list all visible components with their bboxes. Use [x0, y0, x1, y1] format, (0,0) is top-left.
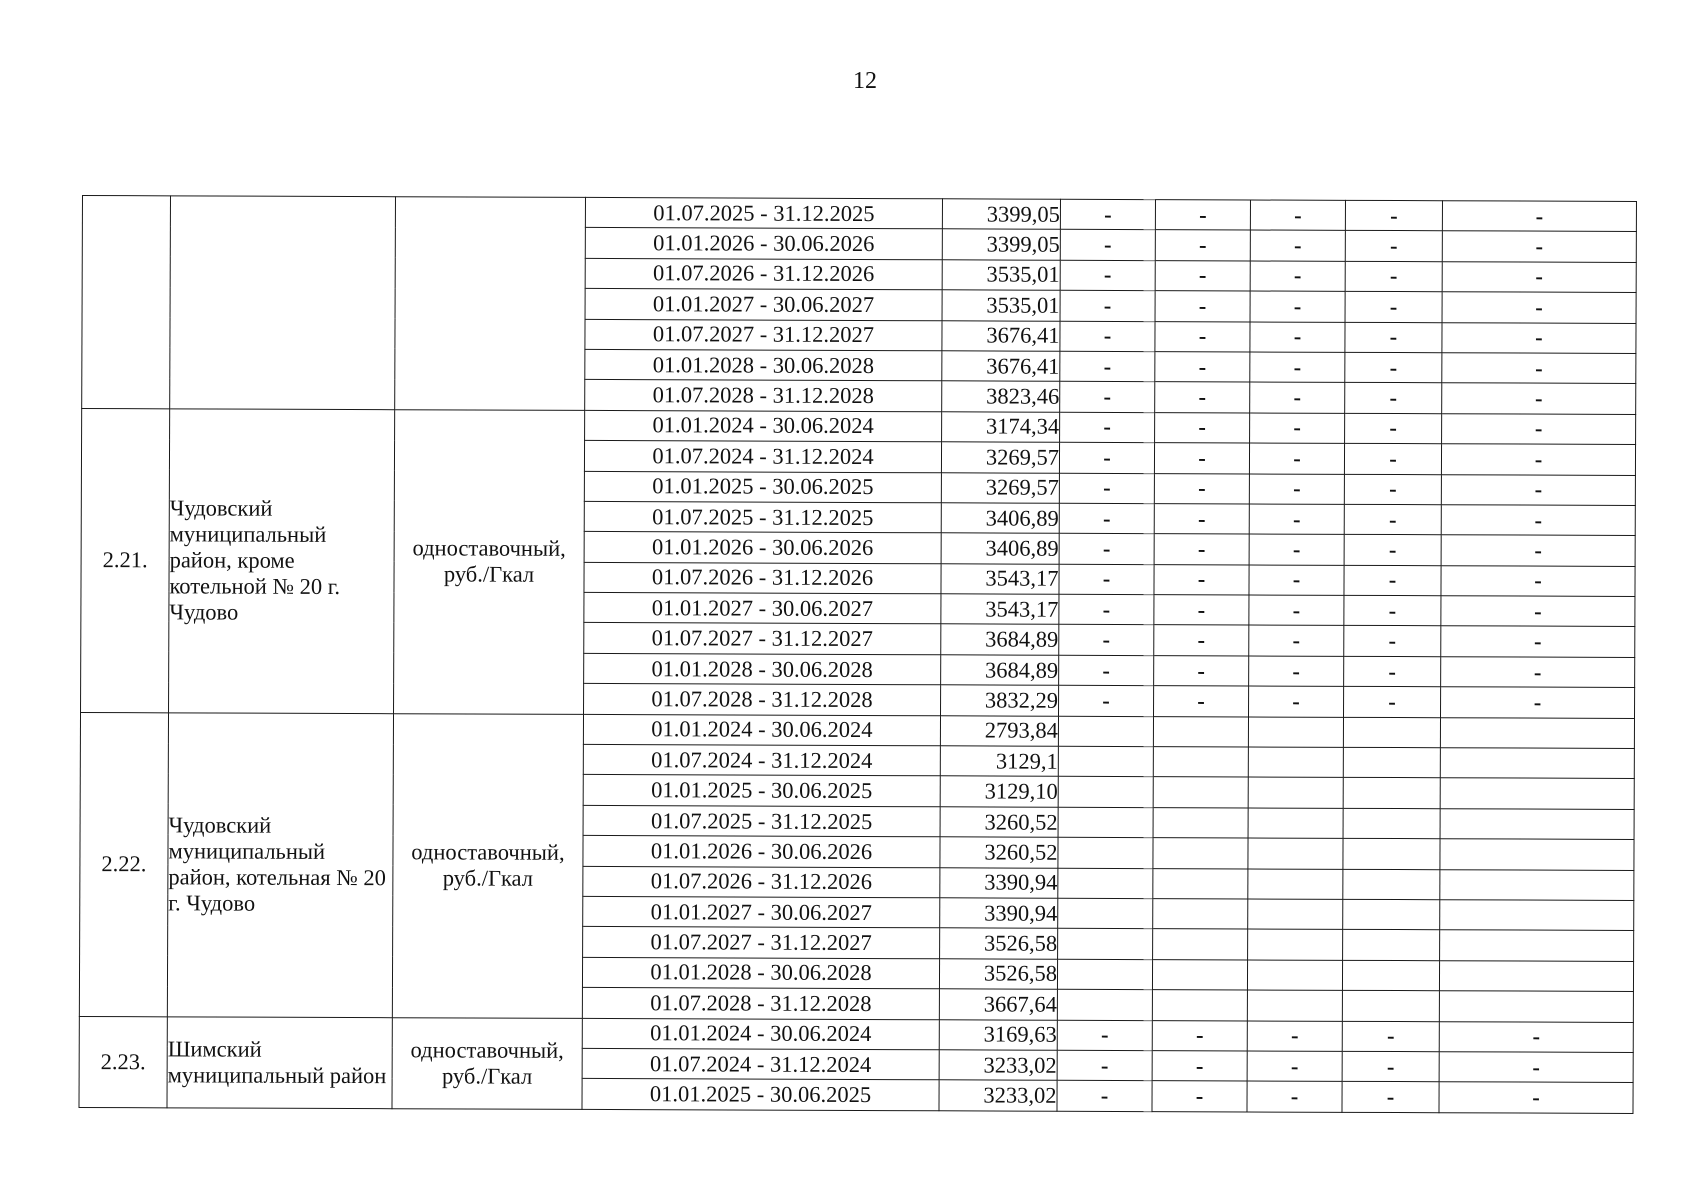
empty-value-cell: - — [1155, 291, 1250, 322]
table-row — [82, 196, 1636, 232]
district-name-cell: Шимский муниципальный район — [167, 1016, 392, 1108]
empty-value-cell: - — [1247, 1021, 1342, 1052]
empty-value-cell: - — [1155, 321, 1250, 352]
empty-value-cell — [1153, 899, 1248, 930]
empty-value-cell: - — [1250, 200, 1345, 231]
empty-value-cell — [1440, 717, 1634, 748]
empty-value-cell: - — [1441, 505, 1635, 536]
empty-value-cell — [1440, 869, 1634, 900]
empty-value-cell: - — [1442, 201, 1636, 232]
empty-value-cell: - — [1345, 200, 1442, 231]
empty-value-cell: - — [1057, 1081, 1152, 1112]
empty-value-cell: - — [1059, 503, 1154, 534]
empty-value-cell: - — [1442, 292, 1636, 323]
empty-value-cell: - — [1155, 260, 1250, 291]
empty-value-cell: - — [1342, 1082, 1439, 1113]
empty-value-cell: - — [1057, 1020, 1152, 1051]
empty-value-cell: - — [1154, 686, 1249, 717]
empty-value-cell: - — [1154, 504, 1249, 535]
period-cell: 01.01.2026 - 30.06.2026 — [585, 228, 942, 260]
tariff-type-cell: одноставочный, руб./Гкал — [392, 713, 583, 1018]
period-cell: 01.07.2026 - 31.12.2026 — [583, 866, 940, 898]
tariff-value-cell: 3526,58 — [940, 928, 1058, 959]
period-cell: 01.01.2028 - 30.06.2028 — [582, 957, 939, 989]
empty-value-cell: - — [1152, 1081, 1247, 1112]
empty-value-cell: - — [1441, 596, 1635, 627]
empty-value-cell — [1343, 747, 1440, 778]
empty-value-cell — [1058, 837, 1153, 868]
table-row — [79, 1016, 1633, 1052]
empty-value-cell: - — [1060, 290, 1155, 321]
tariff-value-cell: 3543,17 — [941, 594, 1059, 625]
tariff-value-cell: 3129,10 — [940, 776, 1058, 807]
empty-value-cell: - — [1250, 413, 1345, 444]
tariff-value-cell: 3129,1 — [940, 746, 1058, 777]
empty-value-cell: - — [1155, 230, 1250, 261]
empty-value-cell — [1342, 991, 1439, 1022]
empty-value-cell: - — [1442, 383, 1636, 414]
period-cell: 01.01.2026 - 30.06.2026 — [583, 836, 940, 868]
empty-value-cell: - — [1250, 230, 1345, 261]
empty-value-cell — [1247, 960, 1342, 991]
empty-value-cell: - — [1249, 443, 1344, 474]
period-cell: 01.01.2028 - 30.06.2028 — [584, 653, 941, 685]
empty-value-cell — [1248, 838, 1343, 869]
empty-value-cell — [1343, 930, 1440, 961]
empty-value-cell: - — [1249, 474, 1344, 505]
empty-value-cell — [1343, 808, 1440, 839]
empty-value-cell: - — [1060, 321, 1155, 352]
empty-value-cell: - — [1059, 564, 1154, 595]
tariff-table — [78, 195, 1636, 1114]
empty-value-cell: - — [1344, 687, 1441, 718]
empty-value-cell: - — [1250, 322, 1345, 353]
empty-value-cell: - — [1250, 352, 1345, 383]
item-number-cell — [82, 196, 171, 409]
period-cell: 01.01.2027 - 30.06.2027 — [585, 289, 942, 321]
empty-value-cell: - — [1059, 625, 1154, 656]
empty-value-cell: - — [1060, 382, 1155, 413]
empty-value-cell — [1153, 777, 1248, 808]
empty-value-cell: - — [1439, 1082, 1633, 1113]
page-number: 12 — [853, 68, 877, 94]
period-cell: 01.01.2024 - 30.06.2024 — [585, 410, 942, 442]
empty-value-cell: - — [1345, 352, 1442, 383]
empty-value-cell — [1440, 748, 1634, 779]
tariff-value-cell: 3269,57 — [941, 472, 1059, 503]
empty-value-cell — [1248, 717, 1343, 748]
tariff-type-cell: одноставочный, руб./Гкал — [392, 1017, 582, 1109]
empty-value-cell: - — [1059, 686, 1154, 717]
tariff-value-cell: 3169,63 — [939, 1019, 1057, 1050]
empty-value-cell: - — [1442, 231, 1636, 262]
empty-value-cell — [1248, 899, 1343, 930]
empty-value-cell: - — [1441, 444, 1635, 475]
tariff-value-cell: 3260,52 — [940, 837, 1058, 868]
empty-value-cell: - — [1441, 657, 1635, 688]
empty-value-cell: - — [1344, 443, 1441, 474]
empty-value-cell: - — [1060, 412, 1155, 443]
period-cell: 01.07.2028 - 31.12.2028 — [585, 380, 942, 412]
empty-value-cell: - — [1442, 262, 1636, 293]
empty-value-cell: - — [1345, 292, 1442, 323]
tariff-value-cell: 3399,05 — [942, 229, 1060, 260]
empty-value-cell — [1248, 808, 1343, 839]
period-cell: 01.07.2026 - 31.12.2026 — [584, 562, 941, 594]
empty-value-cell: - — [1345, 231, 1442, 262]
empty-value-cell: - — [1442, 353, 1636, 384]
district-name-cell: Чудовский муниципальный район, котельная № 20 г. Чудово — [167, 712, 393, 1017]
empty-value-cell: - — [1060, 260, 1155, 291]
empty-value-cell: - — [1154, 443, 1249, 474]
empty-value-cell: - — [1249, 595, 1344, 626]
empty-value-cell — [1248, 869, 1343, 900]
empty-value-cell — [1439, 991, 1633, 1022]
empty-value-cell: - — [1344, 474, 1441, 505]
empty-value-cell: - — [1344, 595, 1441, 626]
empty-value-cell: - — [1441, 687, 1635, 718]
empty-value-cell: - — [1152, 1020, 1247, 1051]
empty-value-cell: - — [1249, 565, 1344, 596]
empty-value-cell: - — [1154, 473, 1249, 504]
empty-value-cell: - — [1155, 382, 1250, 413]
empty-value-cell: - — [1344, 656, 1441, 687]
empty-value-cell: - — [1441, 626, 1635, 657]
empty-value-cell — [1058, 898, 1153, 929]
empty-value-cell: - — [1060, 199, 1155, 230]
period-cell: 01.01.2028 - 30.06.2028 — [585, 349, 942, 381]
period-cell: 01.07.2024 - 31.12.2024 — [584, 441, 941, 473]
period-cell: 01.07.2027 - 31.12.2027 — [583, 927, 940, 959]
empty-value-cell: - — [1247, 1081, 1342, 1112]
tariff-value-cell: 3832,29 — [941, 685, 1059, 716]
tariff-value-cell: 3233,02 — [939, 1080, 1057, 1111]
period-cell: 01.01.2026 - 30.06.2026 — [584, 532, 941, 564]
tariff-value-cell: 3390,94 — [940, 898, 1058, 929]
empty-value-cell: - — [1059, 655, 1154, 686]
empty-value-cell: - — [1155, 200, 1250, 231]
period-cell: 01.07.2025 - 31.12.2025 — [585, 197, 942, 229]
tariff-value-cell: 3535,01 — [942, 290, 1060, 321]
empty-value-cell — [1440, 809, 1634, 840]
empty-value-cell — [1153, 716, 1248, 747]
period-cell: 01.01.2025 - 30.06.2025 — [583, 775, 940, 807]
empty-value-cell: - — [1344, 535, 1441, 566]
empty-value-cell: - — [1344, 565, 1441, 596]
empty-value-cell: - — [1345, 383, 1442, 414]
tariff-value-cell: 3667,64 — [939, 989, 1057, 1020]
table-row — [82, 408, 1636, 444]
empty-value-cell — [1343, 839, 1440, 870]
empty-value-cell — [1343, 899, 1440, 930]
empty-value-cell: - — [1059, 473, 1154, 504]
empty-value-cell — [1343, 778, 1440, 809]
empty-value-cell: - — [1154, 564, 1249, 595]
tariff-table-body — [79, 196, 1636, 1114]
empty-value-cell: - — [1439, 1052, 1633, 1083]
period-cell: 01.01.2024 - 30.06.2024 — [582, 1018, 939, 1050]
empty-value-cell: - — [1249, 504, 1344, 535]
empty-value-cell — [1153, 807, 1248, 838]
empty-value-cell — [1058, 807, 1153, 838]
district-name-cell — [170, 196, 396, 410]
empty-value-cell: - — [1155, 352, 1250, 383]
empty-value-cell: - — [1345, 413, 1442, 444]
tariff-value-cell: 3390,94 — [940, 867, 1058, 898]
empty-value-cell — [1058, 746, 1153, 777]
period-cell: 01.01.2025 - 30.06.2025 — [582, 1079, 939, 1111]
empty-value-cell: - — [1342, 1051, 1439, 1082]
empty-value-cell — [1248, 777, 1343, 808]
empty-value-cell: - — [1250, 261, 1345, 292]
tariff-value-cell: 3684,89 — [941, 655, 1059, 686]
empty-value-cell: - — [1154, 625, 1249, 656]
empty-value-cell — [1440, 778, 1634, 809]
empty-value-cell: - — [1442, 322, 1636, 353]
tariff-value-cell: 3260,52 — [940, 807, 1058, 838]
empty-value-cell: - — [1057, 1050, 1152, 1081]
period-cell: 01.07.2027 - 31.12.2027 — [584, 623, 941, 655]
empty-value-cell: - — [1249, 686, 1344, 717]
tariff-value-cell: 3233,02 — [939, 1050, 1057, 1081]
tariff-value-cell: 3406,89 — [941, 533, 1059, 564]
empty-value-cell: - — [1342, 1021, 1439, 1052]
empty-value-cell — [1152, 990, 1247, 1021]
empty-value-cell: - — [1344, 626, 1441, 657]
period-cell: 01.01.2025 - 30.06.2025 — [584, 471, 941, 503]
empty-value-cell — [1058, 777, 1153, 808]
empty-value-cell — [1153, 747, 1248, 778]
empty-value-cell — [1439, 960, 1633, 991]
tariff-value-cell: 3526,58 — [939, 959, 1057, 990]
empty-value-cell — [1058, 868, 1153, 899]
tariff-type-cell — [395, 197, 586, 410]
item-number-cell: 2.22. — [79, 712, 168, 1016]
empty-value-cell: - — [1059, 534, 1154, 565]
tariff-value-cell: 3676,41 — [942, 351, 1060, 382]
empty-value-cell: - — [1344, 504, 1441, 535]
empty-value-cell: - — [1249, 625, 1344, 656]
period-cell: 01.07.2028 - 31.12.2028 — [582, 988, 939, 1020]
period-cell: 01.07.2026 - 31.12.2026 — [585, 258, 942, 290]
empty-value-cell: - — [1250, 291, 1345, 322]
tariff-value-cell: 3399,05 — [942, 199, 1060, 230]
period-cell: 01.01.2027 - 30.06.2027 — [584, 593, 941, 625]
empty-value-cell — [1152, 959, 1247, 990]
period-cell: 01.07.2028 - 31.12.2028 — [584, 684, 941, 716]
empty-value-cell — [1248, 747, 1343, 778]
empty-value-cell — [1343, 717, 1440, 748]
district-name-cell: Чудовский муниципальный район, кроме котельной № 20 г. Чудово — [169, 409, 395, 714]
empty-value-cell — [1440, 839, 1634, 870]
empty-value-cell — [1248, 929, 1343, 960]
empty-value-cell: - — [1345, 322, 1442, 353]
item-number-cell: 2.23. — [79, 1016, 167, 1108]
empty-value-cell: - — [1152, 1051, 1247, 1082]
period-cell: 01.07.2025 - 31.12.2025 — [584, 501, 941, 533]
empty-value-cell — [1058, 929, 1153, 960]
empty-value-cell: - — [1154, 655, 1249, 686]
tariff-value-cell: 3684,89 — [941, 624, 1059, 655]
tariff-value-cell: 3174,34 — [942, 412, 1060, 443]
empty-value-cell: - — [1345, 261, 1442, 292]
tariff-type-cell: одноставочный, руб./Гкал — [394, 409, 585, 714]
empty-value-cell: - — [1059, 594, 1154, 625]
tariff-value-cell: 3676,41 — [942, 320, 1060, 351]
empty-value-cell — [1342, 960, 1439, 991]
empty-value-cell: - — [1441, 474, 1635, 505]
period-cell: 01.07.2024 - 31.12.2024 — [583, 744, 940, 776]
empty-value-cell: - — [1442, 413, 1636, 444]
empty-value-cell: - — [1250, 382, 1345, 413]
tariff-value-cell: 3269,57 — [941, 442, 1059, 473]
empty-value-cell: - — [1059, 442, 1154, 473]
empty-value-cell: - — [1154, 595, 1249, 626]
tariff-value-cell: 3406,89 — [941, 503, 1059, 534]
empty-value-cell — [1153, 929, 1248, 960]
empty-value-cell: - — [1060, 351, 1155, 382]
tariff-value-cell: 3535,01 — [942, 260, 1060, 291]
empty-value-cell: - — [1155, 412, 1250, 443]
empty-value-cell — [1057, 989, 1152, 1020]
empty-value-cell: - — [1441, 535, 1635, 566]
period-cell: 01.01.2024 - 30.06.2024 — [583, 714, 940, 746]
empty-value-cell — [1343, 869, 1440, 900]
period-cell: 01.07.2024 - 31.12.2024 — [582, 1048, 939, 1080]
empty-value-cell: - — [1154, 534, 1249, 565]
tariff-value-cell: 2793,84 — [940, 715, 1058, 746]
empty-value-cell — [1440, 930, 1634, 961]
empty-value-cell — [1058, 716, 1153, 747]
empty-value-cell — [1153, 838, 1248, 869]
empty-value-cell: - — [1247, 1051, 1342, 1082]
empty-value-cell: - — [1441, 565, 1635, 596]
empty-value-cell: - — [1249, 534, 1344, 565]
empty-value-cell: - — [1439, 1021, 1633, 1052]
empty-value-cell — [1057, 959, 1152, 990]
period-cell: 01.07.2025 - 31.12.2025 — [583, 805, 940, 837]
tariff-value-cell: 3543,17 — [941, 563, 1059, 594]
period-cell: 01.07.2027 - 31.12.2027 — [585, 319, 942, 351]
period-cell: 01.01.2027 - 30.06.2027 — [583, 896, 940, 928]
empty-value-cell — [1153, 868, 1248, 899]
empty-value-cell: - — [1060, 230, 1155, 261]
empty-value-cell — [1440, 900, 1634, 931]
tariff-value-cell: 3823,46 — [942, 381, 1060, 412]
empty-value-cell — [1247, 990, 1342, 1021]
item-number-cell: 2.21. — [81, 408, 170, 712]
table-row — [80, 712, 1634, 748]
empty-value-cell: - — [1249, 656, 1344, 687]
